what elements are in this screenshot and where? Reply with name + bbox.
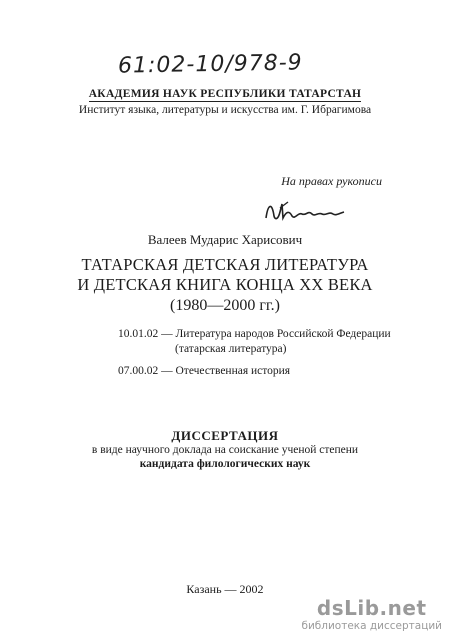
title-line-1: ТАТАРСКАЯ ДЕТСКАЯ ЛИТЕРАТУРА xyxy=(81,255,369,274)
institute-line: Институт языка, литературы и искусства им. Г. Ибрагимова xyxy=(78,104,372,116)
watermark-logo: dsLib.net xyxy=(316,596,427,620)
city-year: Казань — 2002 xyxy=(186,582,264,596)
specialty-2: 07.00.02 — Отечественная история xyxy=(118,365,291,377)
academy-heading-text: АКАДЕМИЯ НАУК РЕСПУБЛИКИ ТАТАРСТАН xyxy=(88,88,362,100)
dissertation-description: в виде научного доклада на соискание ученой степени xyxy=(91,444,359,456)
dissertation-label: ДИССЕРТАЦИЯ xyxy=(171,428,279,443)
watermark xyxy=(301,596,442,632)
author-signature xyxy=(262,198,352,231)
watermark-caption: библиотека диссертаций xyxy=(301,620,442,632)
handwritten-catalog-code: 61:02-10/978-9 xyxy=(117,50,303,79)
title-years: (1980—2000 гг.) xyxy=(170,297,280,314)
dissertation-title xyxy=(0,255,450,295)
specialty-1: 10.01.02 — Литература народов Российской Федерации xyxy=(118,328,391,340)
manuscript-rights-note: На правах рукописи xyxy=(281,174,382,188)
author-name: Валеев Мударис Харисович xyxy=(147,232,303,247)
academy-heading xyxy=(0,88,450,100)
degree-line: кандидата филологических наук xyxy=(139,458,311,470)
title-line-2: И ДЕТСКАЯ КНИГА КОНЦА XX ВЕКА xyxy=(77,275,373,294)
specialty-1-sub: (татарская литература) xyxy=(175,343,287,355)
